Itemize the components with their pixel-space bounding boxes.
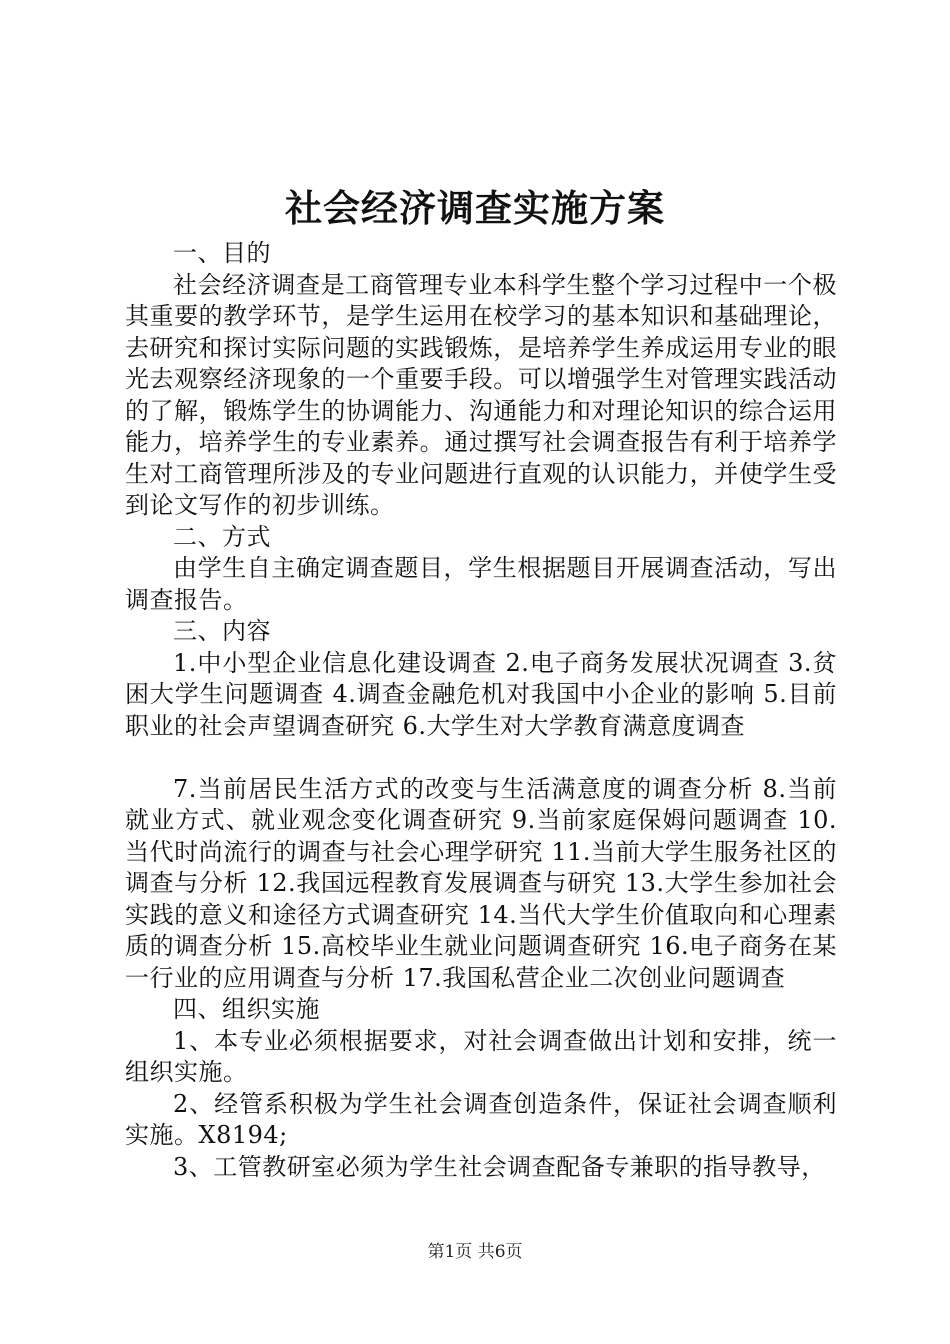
organization-item-3: 3、工管教研室必须为学生社会调查配备专兼职的指导教导， [173,1152,826,1181]
document-body [125,238,837,1183]
section-heading-content: 三、内容 [173,617,271,645]
document-title: 社会经济调查实施方案 [285,186,665,230]
content-list-part-2: 7.当前居民生活方式的改变与生活满意度的调查分析 8.当前就业方式、就业观念变化调查研究 9.当前家庭保姆问题调查 10.当代时尚流行的调查与社会心理学研究 11.当前大学生服务社区的调查与分析 12.我国远程教育发展调查与研究 13.大学生参加社会实践的意义和途径方式调查研究 14.当代大学生价值取向和心理素质的调查分析 15.高校毕业生就业问题调查研究 16.电子商务在某一行业的应用调查与分析 17.我国私营企业二次创业问题调查 [125,774,837,992]
section-heading-organization: 四、组织实施 [173,995,320,1023]
content-list-part-1: 1.中小型企业信息化建设调查 2.电子商务发展状况调查 3.贫困大学生问题调查 4.调查金融危机对我国中小企业的影响 5.目前职业的社会声望调查研究 6.大学生对大学教育满意度调查 [125,648,837,740]
organization-item-1: 1、本专业必须根据要求，对社会调查做出计划和安排，统一组织实施。 [125,1026,837,1086]
blank-line [125,742,837,774]
method-paragraph: 由学生自主确定调查题目，学生根据题目开展调查活动，写出调查报告。 [125,554,837,614]
page-footer: 第1页 共6页 [427,1242,523,1262]
section-heading-method: 二、方式 [173,522,271,551]
organization-item-2: 2、经管系积极为学生社会调查创造条件，保证社会调查顺利实施。X8194; [125,1089,837,1149]
section-heading-purpose: 一、目的 [173,239,271,267]
purpose-paragraph: 社会经济调查是工商管理专业本科学生整个学习过程中一个极其重要的教学环节，是学生运用在校学习的基本知识和基础理论，去研究和探讨实际问题的实践锻炼，是培养学生养成运用专业的眼光去观察经济现象的一个重要手段。可以增强学生对管理实践活动的了解，锻炼学生的协调能力、沟通能力和对理论知识的综合运用能力，培养学生的专业素养。通过撰写社会调查报告有利于培养学生对工商管理所涉及的专业问题进行直观的认识能力，并使学生受到论文写作的初步训练。 [125,270,837,519]
